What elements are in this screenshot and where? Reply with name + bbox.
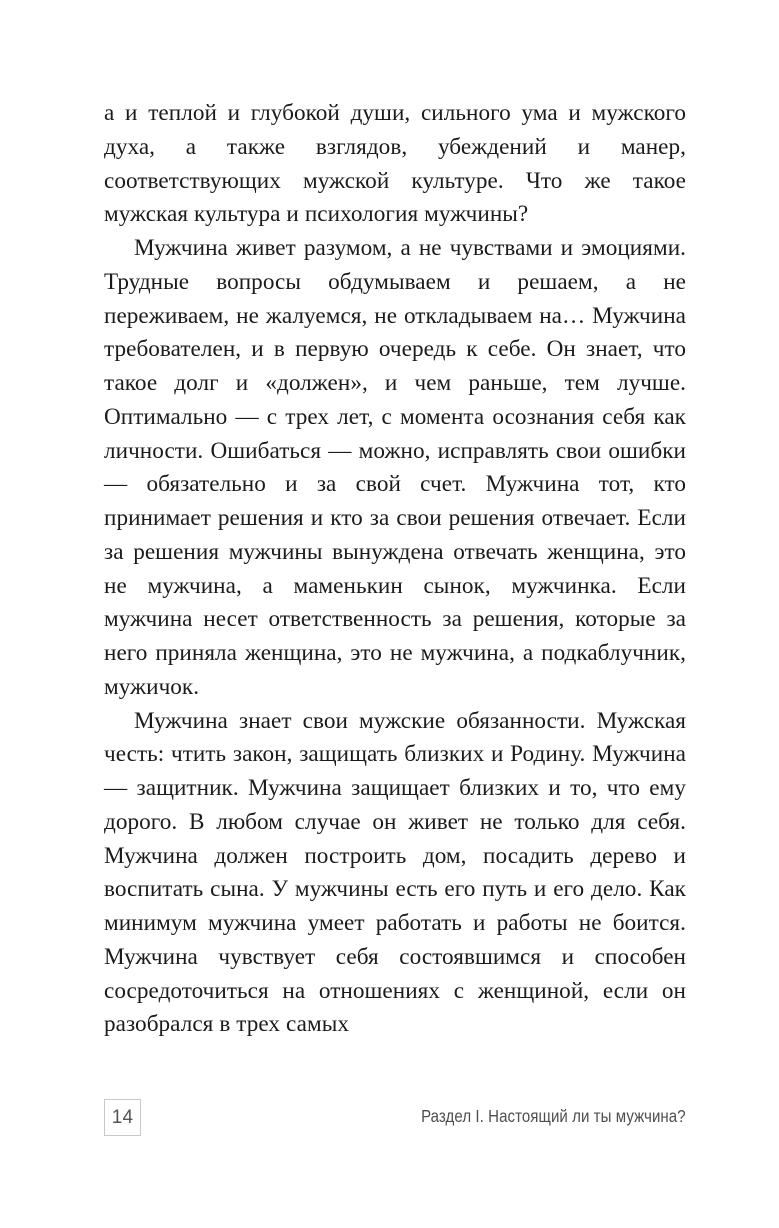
paragraph-2: Мужчина живет разумом, а не чувствами и эмоциями. Трудные вопросы обдумываем и решаем, а не переживаем, не жалуемся, не откладываем на… Мужчина требователен, и в первую очередь к себе. Он знает, что такое долг и «должен», и чем раньше, тем лучше. Оптимально — с трех лет, с момента осознания себя как личности. Ошибаться — можно, исправлять свои ошибки — обязательно и за свой счет. Мужчина тот, кто принимает решения и кто за свои решения отвечает. Если за решения мужчины вынуждена отвечать женщина, это не мужчина, а маменькин сынок, мужчинка. Если мужчина несет ответственность за решения, которые за него приняла женщина, это не мужчина, а подкаблучник, мужичок.	[104, 235, 686, 700]
paragraph-3: Мужчина знает свои мужские обязанности. Мужская честь: чтить закон, защищать близких и Родину. Мужчина — защитник. Мужчина защищает близких и то, что ему дорого. В любом случае он живет не только для себя. Мужчина должен построить дом, посадить дерево и воспитать сына. У мужчины есть его путь и его дело. Как минимум мужчина умеет работать и работы не боится. Мужчина чувствует себя состоявшимся и способен сосредоточиться на отношениях с женщиной, если он разобрался в трех самых	[104, 707, 686, 1038]
page-footer	[104, 1097, 686, 1137]
paragraph-continued: а и теплой и глубокой души, сильного ума и мужского духа, а также взглядов, убеждений и манер, соответствующих мужской культуре. Что же такое мужская культура и психология мужчины?	[104, 100, 686, 228]
running-head: Раздел I. Настоящий ли ты мужчина?	[421, 1106, 686, 1127]
page-number: 14	[111, 1106, 134, 1128]
page-number-box	[104, 1099, 141, 1136]
body-text-column	[104, 97, 686, 1042]
